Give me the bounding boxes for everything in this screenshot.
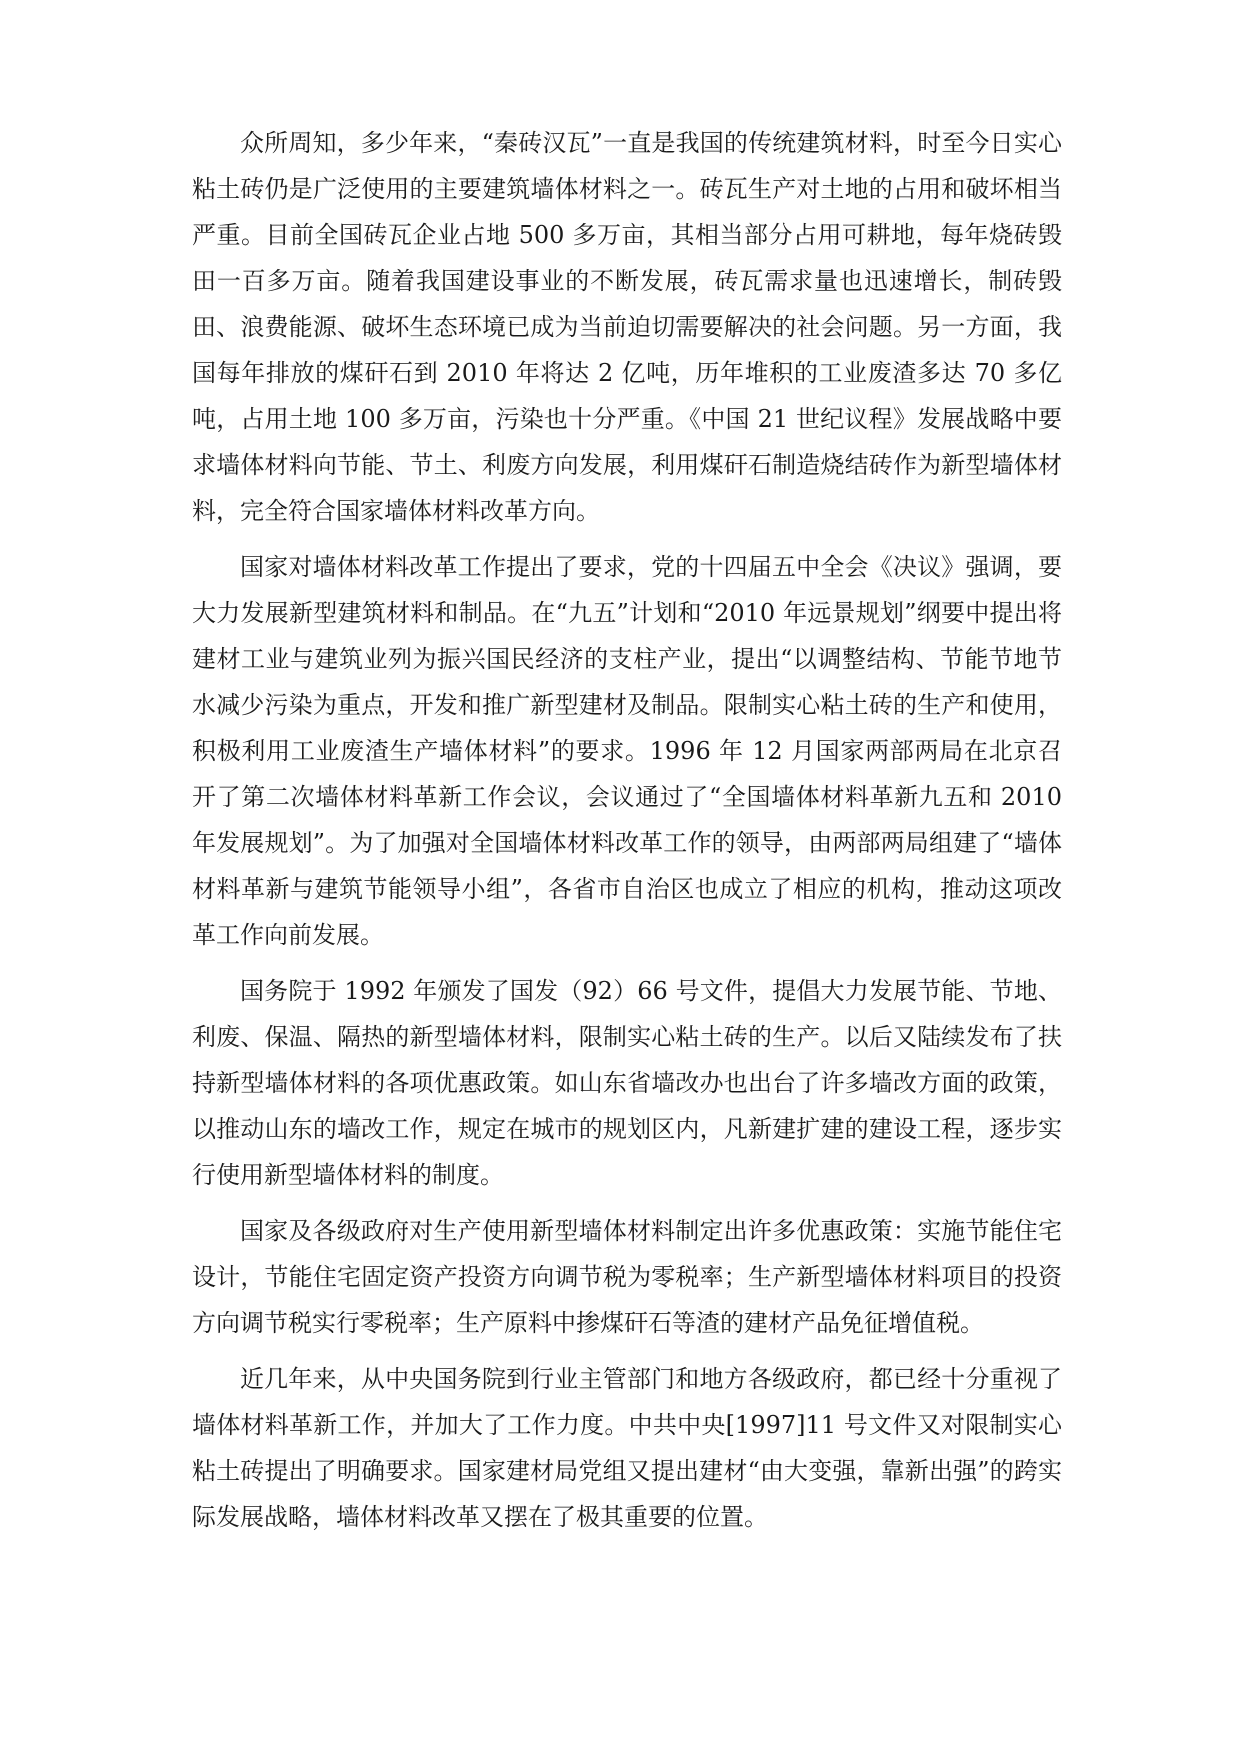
paragraph-1: 众所周知，多少年来，“秦砖汉瓦”一直是我国的传统建筑材料，时至今日实心粘土砖仍是广泛使用的主要建筑墙体材料之一。砖瓦生产对土地的占用和破坏相当严重。目前全国砖瓦企业占地 500 多万亩，其相当部分占用可耕地，每年烧砖毁田一百多万亩。随着我国建设事业的不断发展，砖瓦需求量也迅速增长，制砖毁田、浪费能源、破坏生态环境已成为当前迫切需要解决的社会问题。另一方面，我国每年排放的煤矸石到 2010 年将达 2 亿吨，历年堆积的工业废渣多达 70 多亿吨，占用土地 100 多万亩，污染也十分严重。《中国 21 世纪议程》发展战略中要求墙体材料向节能、节土、利废方向发展，利用煤矸石制造烧结砖作为新型墙体材料，完全符合国家墙体材料改革方向。 <box>192 129 1062 525</box>
paragraph-3: 国务院于 1992 年颁发了国发（92）66 号文件，提倡大力发展节能、节地、利废、保温、隔热的新型墙体材料，限制实心粘土砖的生产。以后又陆续发布了扶持新型墙体材料的各项优惠政策。如山东省墙改办也出台了许多墙改方面的政策，以推动山东的墙改工作，规定在城市的规划区内，凡新建扩建的建设工程，逐步实行使用新型墙体材料的制度。 <box>192 977 1062 1189</box>
paragraph-2: 国家对墙体材料改革工作提出了要求，党的十四届五中全会《决议》强调，要大力发展新型建筑材料和制品。在“九五”计划和“2010 年远景规划”纲要中提出将建材工业与建筑业列为振兴国民经济的支柱产业，提出“以调整结构、节能节地节水减少污染为重点，开发和推广新型建材及制品。限制实心粘土砖的生产和使用，积极利用工业废渣生产墙体材料”的要求。1996 年 12 月国家两部两局在北京召开了第二次墙体材料革新工作会议，会议通过了“全国墙体材料革新九五和 2010 年发展规划”。为了加强对全国墙体材料改革工作的领导，由两部两局组建了“墙体材料革新与建筑节能领导小组”，各省市自治区也成立了相应的机构，推动这项改革工作向前发展。 <box>192 553 1062 949</box>
document-body <box>192 120 1062 1550</box>
paragraph-5: 近几年来，从中央国务院到行业主管部门和地方各级政府，都已经十分重视了墙体材料革新工作，并加大了工作力度。中共中央[1997]11 号文件又对限制实心粘土砖提出了明确要求。国家建材局党组又提出建材“由大变强，靠新出强”的跨实际发展战略，墙体材料改革又摆在了极其重要的位置。 <box>192 1365 1062 1531</box>
paragraph-4: 国家及各级政府对生产使用新型墙体材料制定出许多优惠政策：实施节能住宅设计，节能住宅固定资产投资方向调节税为零税率；生产新型墙体材料项目的投资方向调节税实行零税率；生产原料中掺煤矸石等渣的建材产品免征增值税。 <box>192 1217 1062 1337</box>
